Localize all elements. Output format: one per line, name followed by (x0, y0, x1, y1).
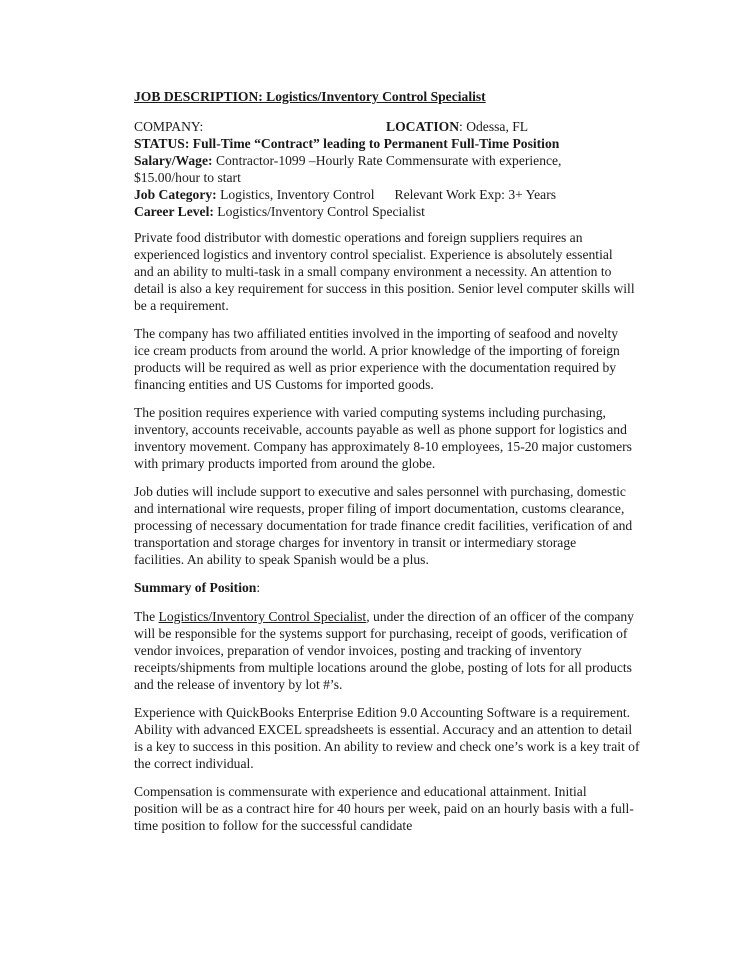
summary-heading-text: Summary of Position (134, 580, 257, 595)
salary-line-2: $15.00/hour to start (134, 170, 241, 185)
summary-line: receipts/shipments from multiple locations around the globe, posting of lots for all products (134, 660, 632, 675)
paragraph-line: experienced logistics and inventory control specialist. Experience is absolutely essential (134, 247, 613, 262)
paragraph-line: Compensation is commensurate with experience and educational attainment. Initial (134, 784, 587, 799)
paragraph (134, 704, 640, 772)
career-line (134, 203, 634, 220)
status-line (134, 135, 634, 152)
position-title-underlined: Logistics/Inventory Control Specialist (158, 609, 367, 624)
paragraph-line: ice cream products from around the world. A prior knowledge of the importing of foreign (134, 343, 620, 358)
paragraph-line: is a key to success in this position. An ability to review and check one’s work is a key trait of (134, 739, 640, 754)
paragraph-line: processing of necessary documentation for trade finance credit facilities, verification of and (134, 518, 633, 533)
summary-heading-colon: : (256, 580, 261, 595)
location-value: : Odessa, FL (459, 119, 529, 134)
paragraph-line: transportation and storage charges for inventory in transit or intermediary storage (134, 535, 577, 550)
paragraph-line: position will be as a contract hire for 40 hours per week, paid on an hourly basis with a full- (134, 801, 634, 816)
document-page (134, 88, 640, 845)
salary-label: Salary/Wage: (134, 153, 213, 168)
category-value: Logistics, Inventory Control (216, 187, 375, 202)
company-location-line (134, 118, 634, 135)
paragraph-line: Ability with advanced EXCEL spreadsheets is essential. Accuracy and an attention to detail (134, 722, 633, 737)
paragraph-line: financing entities and US Customs for imported goods. (134, 377, 434, 392)
paragraph-line: The company has two affiliated entities involved in the importing of seafood and novelty (134, 326, 619, 341)
paragraph-line: Experience with QuickBooks Enterprise Edition 9.0 Accounting Software is a requirement. (134, 705, 631, 720)
paragraph-line: and international wire requests, proper filing of import documentation, customs clearance, (134, 501, 625, 516)
document-title: JOB DESCRIPTION: Logistics/Inventory Control Specialist (134, 89, 486, 104)
experience-text: Relevant Work Exp: 3+ Years (394, 187, 557, 202)
location-label: LOCATION (386, 119, 460, 134)
paragraph-line: be a requirement. (134, 298, 229, 313)
paragraph-line: Job duties will include support to executive and sales personnel with purchasing, domestic (134, 484, 626, 499)
requirements-paragraphs (134, 704, 640, 834)
paragraph (134, 483, 634, 568)
description-paragraphs (134, 229, 634, 568)
paragraph-line: and an ability to multi-task in a small company environment a necessity. An attention to (134, 264, 612, 279)
career-value: Logistics/Inventory Control Specialist (213, 204, 425, 219)
paragraph-line: inventory, accounts receivable, accounts payable as well as phone support for logistics and (134, 422, 627, 437)
job-header (134, 118, 634, 220)
paragraph-line: time position to follow for the successful candidate (134, 818, 413, 833)
summary-line: vendor invoices, preparation of vendor invoices, posting and tracking of inventory (134, 643, 582, 658)
paragraph (134, 229, 634, 314)
paragraph (134, 783, 634, 834)
status-text: STATUS: Full-Time “Contract” leading to Permanent Full-Time Position (134, 136, 560, 151)
summary-prefix: The (134, 609, 159, 624)
summary-heading (134, 579, 634, 596)
paragraph-line: Private food distributor with domestic operations and foreign suppliers requires an (134, 230, 583, 245)
salary-line (134, 152, 634, 169)
summary-line (134, 608, 634, 625)
paragraph-line: inventory movement. Company has approximately 8-10 employees, 15-20 major customers (134, 439, 632, 454)
summary-paragraph (134, 608, 634, 693)
paragraph-line: with primary products imported from around the globe. (134, 456, 436, 471)
paragraph-line: products will be required as well as prior experience with the documentation required by (134, 360, 617, 375)
category-label: Job Category: (134, 187, 217, 202)
summary-line: and the release of inventory by lot #’s. (134, 677, 343, 692)
paragraph-line: detail is also a key requirement for success in this position. Senior level computer skills will (134, 281, 635, 296)
summary-suffix: , under the direction of an officer of the company (366, 609, 634, 624)
paragraph-line: the correct individual. (134, 756, 254, 771)
summary-line: will be responsible for the systems support for purchasing, receipt of goods, verification of (134, 626, 628, 641)
category-line (134, 186, 634, 203)
paragraph-line: facilities. An ability to speak Spanish would be a plus. (134, 552, 429, 567)
career-label: Career Level: (134, 204, 214, 219)
paragraph (134, 325, 634, 393)
paragraph (134, 404, 634, 472)
salary-value: Contractor-1099 –Hourly Rate Commensurate with experience, (212, 153, 562, 168)
paragraph-line: The position requires experience with varied computing systems including purchasing, (134, 405, 606, 420)
company-label: COMPANY: (134, 119, 204, 134)
